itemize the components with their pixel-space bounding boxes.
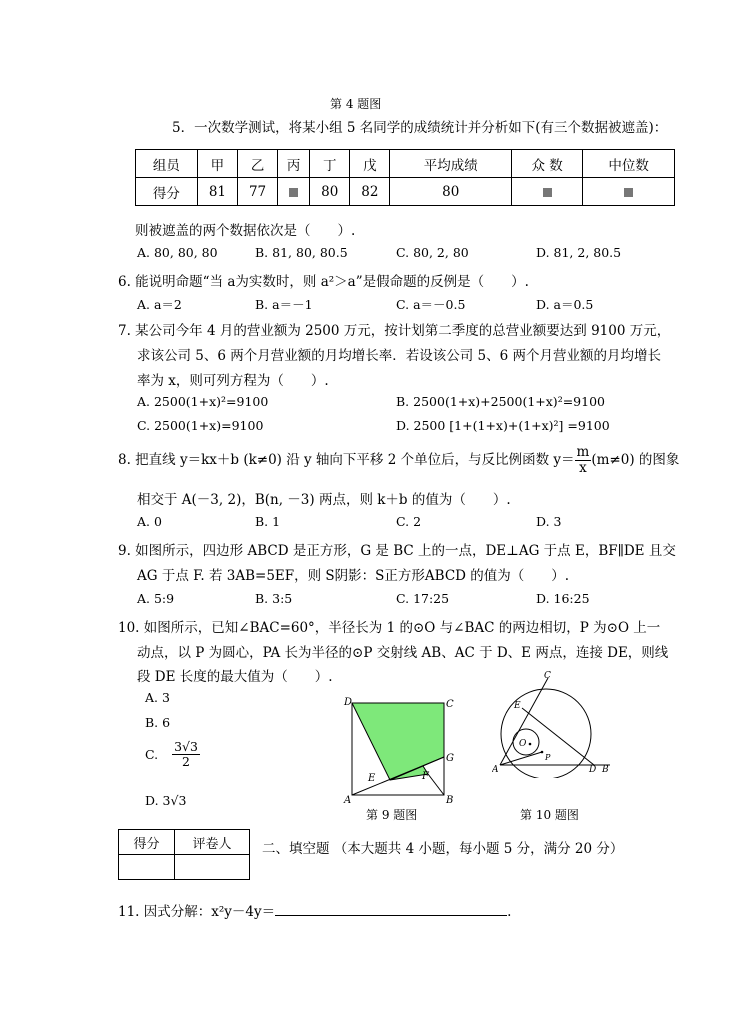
label-d: D — [344, 697, 353, 708]
q11-line — [118, 900, 511, 920]
table-cell: 80 — [390, 178, 511, 206]
table-header-cell: 众 数 — [511, 150, 582, 178]
shaded-region-top — [352, 703, 444, 780]
table-row — [136, 178, 675, 206]
table-row — [119, 855, 250, 880]
q9-line1: 9. 如图所示，四边形 ABCD 是正方形，G 是 BC 上的一点，DE⊥AG 于点 E，BF∥DE 且交 — [118, 543, 676, 559]
label-b: B — [446, 795, 454, 805]
q7-line3: 率为 x，则可列方程为（ ）. — [137, 373, 329, 389]
q5-option-a: A. 80, 80, 80 — [137, 245, 218, 260]
mask-square — [624, 188, 633, 197]
figure-10 — [492, 668, 618, 778]
point-p-dot — [541, 751, 544, 754]
table-header-row — [136, 150, 675, 178]
table-cell: 77 — [237, 178, 277, 206]
q5-stem: 5．一次数学测试，将某小组 5 名同学的成绩统计并分析如下(有三个数据被遮盖)： — [172, 120, 668, 136]
mask-square — [289, 188, 298, 197]
fraction-denominator: 2 — [182, 753, 190, 769]
fig4-caption: 第 4 题图 — [330, 97, 382, 111]
q10-option-d: D. 3√3 — [145, 793, 187, 808]
table-header-cell: 平均成绩 — [390, 150, 511, 178]
q11-end: . — [507, 904, 512, 920]
q5-option-c: C. 80, 2, 80 — [396, 245, 469, 260]
q8-line1 — [118, 445, 679, 476]
q11-text: 11. 因式分解：x²y－4y＝ — [118, 904, 276, 920]
table-header-cell: 丁 — [310, 150, 350, 178]
table-cell-masked — [511, 178, 582, 206]
grader-header-score: 得分 — [119, 830, 175, 855]
q7-option-d: D. 2500 [1+(1+x)+(1+x)²] =9100 — [396, 418, 610, 433]
line-bf — [428, 774, 444, 795]
table-header-cell: 组员 — [136, 150, 198, 178]
q10-line1: 10. 如图所示，已知∠BAC=60°，半径长为 1 的⊙O 与∠BAC 的两边相切，P 为⊙O 上一 — [118, 620, 661, 636]
score-table — [135, 149, 675, 206]
q10-line3: 段 DE 长度的最大值为（ ）. — [137, 669, 333, 685]
table-header-cell: 甲 — [197, 150, 237, 178]
q10-line2: 动点，以 P 为圆心，PA 长为半径的⊙P 交射线 AB、AC 于 D、E 两点，连接 DE，则线 — [137, 645, 669, 661]
q7-line2: 求该公司 5、6 两个月营业额的月均增长率．若设该公司 5、6 两个月营业额的月均增长 — [137, 348, 662, 364]
fig9-caption: 第 9 题图 — [366, 808, 418, 822]
label-p: P — [545, 753, 551, 762]
q8-fraction — [575, 445, 592, 476]
table-header-row — [119, 830, 250, 855]
segment-de — [522, 708, 594, 765]
grader-name-cell — [175, 855, 250, 880]
q9-line2: AG 于点 F. 若 3AB=5EF，则 S阴影：S正方形ABCD 的值为（ ）. — [137, 568, 570, 584]
table-header-cell: 乙 — [237, 150, 277, 178]
q6-option-b: B. a＝－1 — [255, 297, 313, 312]
label-b: B — [602, 765, 609, 775]
table-cell-masked — [278, 178, 310, 206]
grader-table — [118, 829, 250, 880]
q10-option-b: B. 6 — [145, 715, 171, 730]
section2-title: 二、填空题 （本大题共 4 小题，每小题 5 分，满分 20 分） — [262, 841, 624, 857]
fraction-numerator: m — [576, 444, 590, 460]
label-d: D — [589, 765, 597, 775]
q5-option-b: B. 81, 80, 80.5 — [255, 245, 348, 260]
table-cell: 得分 — [136, 178, 198, 206]
table-header-cell: 丙 — [278, 150, 310, 178]
q9-option-a: A. 5:9 — [137, 591, 175, 606]
table-cell: 80 — [310, 178, 350, 206]
q8-option-a: A. 0 — [137, 514, 162, 529]
q9-option-d: D. 16:25 — [536, 591, 590, 606]
label-c: C — [446, 699, 454, 710]
q8-line1-start: 8. 把直线 y＝kx＋b (k≠0) 沿 y 轴向下平移 2 个单位后，与反比例函数 y＝ — [118, 451, 575, 468]
label-g: G — [446, 753, 454, 764]
label-c: C — [544, 671, 551, 681]
q6-option-a: A. a＝2 — [137, 297, 182, 312]
q6-option-d: D. a＝0.5 — [536, 297, 594, 312]
table-cell: 81 — [197, 178, 237, 206]
center-o-dot — [529, 743, 532, 746]
q8-line2: 相交于 A(－3, 2)，B(n, －3) 两点，则 k＋b 的值为（ ）. — [137, 492, 511, 508]
table-cell: 82 — [350, 178, 390, 206]
q7-option-b: B. 2500(1+x)+2500(1+x)²=9100 — [396, 394, 605, 409]
q7-option-a: A. 2500(1+x)²=9100 — [137, 394, 269, 409]
grader-score-cell — [119, 855, 175, 880]
figure-9 — [338, 693, 462, 805]
grader-header-grader: 评卷人 — [175, 830, 250, 855]
label-o: O — [519, 739, 527, 749]
table-header-cell: 中位数 — [583, 150, 675, 178]
option-c-label: C. — [145, 746, 159, 762]
q6-option-c: C. a＝－0.5 — [396, 297, 466, 312]
option-c-fraction — [172, 740, 200, 769]
q6-stem: 6. 能说明命题“当 a为实数时，则 a²＞a”是假命题的反例是（ ）. — [118, 274, 529, 290]
q7-line1: 7. 某公司今年 4 月的营业额为 2500 万元，按计划第二季度的总营业额要达到 9100 万元， — [118, 323, 671, 339]
q5-prompt: 则被遮盖的两个数据依次是（ ）. — [135, 223, 356, 239]
answer-blank — [275, 902, 507, 916]
q8-option-d: D. 3 — [536, 514, 562, 529]
label-a: A — [344, 795, 352, 805]
q10-option-a: A. 3 — [145, 690, 170, 705]
table-header-cell: 戊 — [350, 150, 390, 178]
label-e: E — [368, 773, 376, 784]
table-cell-masked — [583, 178, 675, 206]
q8-option-b: B. 1 — [255, 514, 281, 529]
q5-option-d: D. 81, 2, 80.5 — [536, 245, 622, 260]
fig10-caption: 第 10 题图 — [520, 808, 579, 822]
label-f: F — [422, 771, 429, 782]
label-a: A — [492, 765, 499, 775]
label-e: E — [514, 701, 521, 711]
fraction-denominator: x — [579, 459, 587, 476]
q9-option-b: B. 3:5 — [255, 591, 293, 606]
mask-square — [543, 188, 552, 197]
q9-option-c: C. 17:25 — [396, 591, 450, 606]
q7-option-c: C. 2500(1+x)=9100 — [137, 418, 264, 433]
q8-line1-end: (m≠0) 的图象 — [591, 451, 680, 468]
q10-option-c — [145, 740, 200, 769]
fraction-numerator: 3√3 — [174, 739, 198, 754]
q8-option-c: C. 2 — [396, 514, 422, 529]
